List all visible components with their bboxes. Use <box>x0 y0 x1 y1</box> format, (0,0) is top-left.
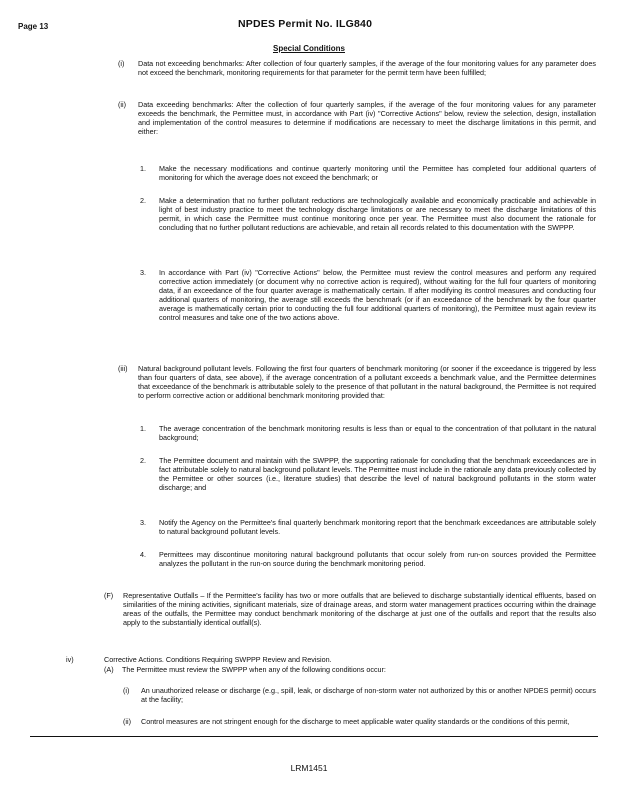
section-iv-i-text: An unauthorized release or discharge (e.g., spill, leak, or discharge of non-storm water not authorized by this or another NPDES permit) occurs at the facility; <box>141 686 596 704</box>
item-ii-2-text: Make a determination that no further pollutant reductions are technologically available and economically practicable and achievable in light of best industry practice to meet the technology discharge limitations or are necessary to meet the discharge limitations of this permit, in which case the Permittee must continue monitoring once per year. The Permittee must also document the rationale for concluding that no further pollutant reductions are achievable, and retain all records related to this documentation with the SWPPP. <box>159 196 596 232</box>
footer-rule <box>30 736 598 737</box>
item-ii-text: Data exceeding benchmarks: After the collection of four quarterly samples, if the average of the four monitoring values for any parameter exceeds the benchmark, the Permittee must, in accordance with Part (iv) "Corrective Actions" below, review the selection, design, installation and implementation of the control measures to determine if modifications are necessary to meet the discharge limitations in this permit, and either: <box>138 100 596 136</box>
item-iii-1-text: The average concentration of the benchmark monitoring results is less than or equal to the concentration of that pollutant in the natural background; <box>159 424 596 442</box>
section-iv-heading: Corrective Actions. Conditions Requiring SWPPP Review and Revision. <box>104 655 332 664</box>
item-ii-1-number: 1. <box>140 164 146 173</box>
item-i-text: Data not exceeding benchmarks: After collection of four quarterly samples, if the average of the four monitoring values for any parameter does not exceed the benchmark, monitoring requirements for that parameter for the permit term have been fulfilled; <box>138 59 596 77</box>
permit-number: NPDES Permit No. ILG840 <box>238 18 373 30</box>
section-iv-a-marker: (A) <box>104 665 114 674</box>
item-iii-4-number: 4. <box>140 550 146 559</box>
section-iv-a-text: The Permittee must review the SWPPP when any of the following conditions occur: <box>122 665 386 674</box>
item-ii-3-number: 3. <box>140 268 146 277</box>
item-iii-2-text: The Permittee document and maintain with the SWPPP, the supporting rationale for concluding that the benchmark exceedances are in fact attributable solely to natural background pollutant levels. The Permittee must include in the rationale any data previously collected by the Permittee or other sources (i.e., literature studies) that describe the level of natural background pollutants in the storm water discharge; and <box>159 456 596 492</box>
section-f-marker: (F) <box>104 591 114 600</box>
section-f-text: Representative Outfalls – If the Permittee's facility has two or more outfalls that are believed to discharge substantially identical effluents, based on similarities of the mining activities, significant materials, size of drainage areas, and storm water management practices occurring within the drainage areas of the outfalls, the Permittee may conduct benchmark monitoring of the discharge at just one of the outfalls and report that the results also apply to the substantially identical outfall(s). <box>123 591 596 627</box>
section-title: Special Conditions <box>272 44 345 53</box>
item-ii-marker: (ii) <box>118 100 126 109</box>
document-id: LRM1451 <box>290 763 328 773</box>
item-iii-3-text: Notify the Agency on the Permittee's final quarterly benchmark monitoring report that the benchmark exceedances are attributable solely to natural background pollutant levels. <box>159 518 596 536</box>
section-iv-marker: iv) <box>66 655 74 664</box>
item-ii-1-text: Make the necessary modifications and continue quarterly monitoring until the Permittee has completed four additional quarters of monitoring for which the average does not exceed the benchmark; or <box>159 164 596 182</box>
item-iii-text: Natural background pollutant levels. Following the first four quarters of benchmark monitoring (or sooner if the exceedance is triggered by less than four quarters of data, see above), if the average concentration of a pollutant exceeds a benchmark value, and the Permittee determines that exceedance of the benchmark is attributable solely to the presence of that pollutant in the natural background, the Permittee is not required to perform corrective action or additional benchmark monitoring provided that: <box>138 364 596 400</box>
item-iii-4-text: Permittees may discontinue monitoring natural background pollutants that occur solely from run-on sources provided the Permittee analyzes the pollutant in the run-on source during the benchmark monitoring period. <box>159 550 596 568</box>
section-iv-ii-marker: (ii) <box>123 717 131 726</box>
item-iii-marker: (iii) <box>118 364 128 373</box>
item-ii-3-text: In accordance with Part (iv) "Corrective Actions" below, the Permittee must review the control measures and perform any required corrective action immediately (or document why no corrective action is required), without waiting for the full four quarters of monitoring data, if an exceedance of the four quarter average is mathematically certain. If after modifying its control measures and conducting four additional quarters of monitoring, the average still exceeds the benchmark (or if an exceedance of the benchmark by the four quarter average is mathematically certain prior to conducting the full four additional quarters of monitoring), the Permittee must again review its control measures and take one of the two actions above. <box>159 268 596 322</box>
item-iii-2-number: 2. <box>140 456 146 465</box>
page-number: Page 13 <box>18 22 49 31</box>
item-ii-2-number: 2. <box>140 196 146 205</box>
item-iii-1-number: 1. <box>140 424 146 433</box>
section-iv-ii-text: Control measures are not stringent enough for the discharge to meet applicable water quality standards or the conditions of this permit, <box>141 717 570 726</box>
item-i-marker: (i) <box>118 59 125 68</box>
item-iii-3-number: 3. <box>140 518 146 527</box>
section-iv-i-marker: (i) <box>123 686 130 695</box>
